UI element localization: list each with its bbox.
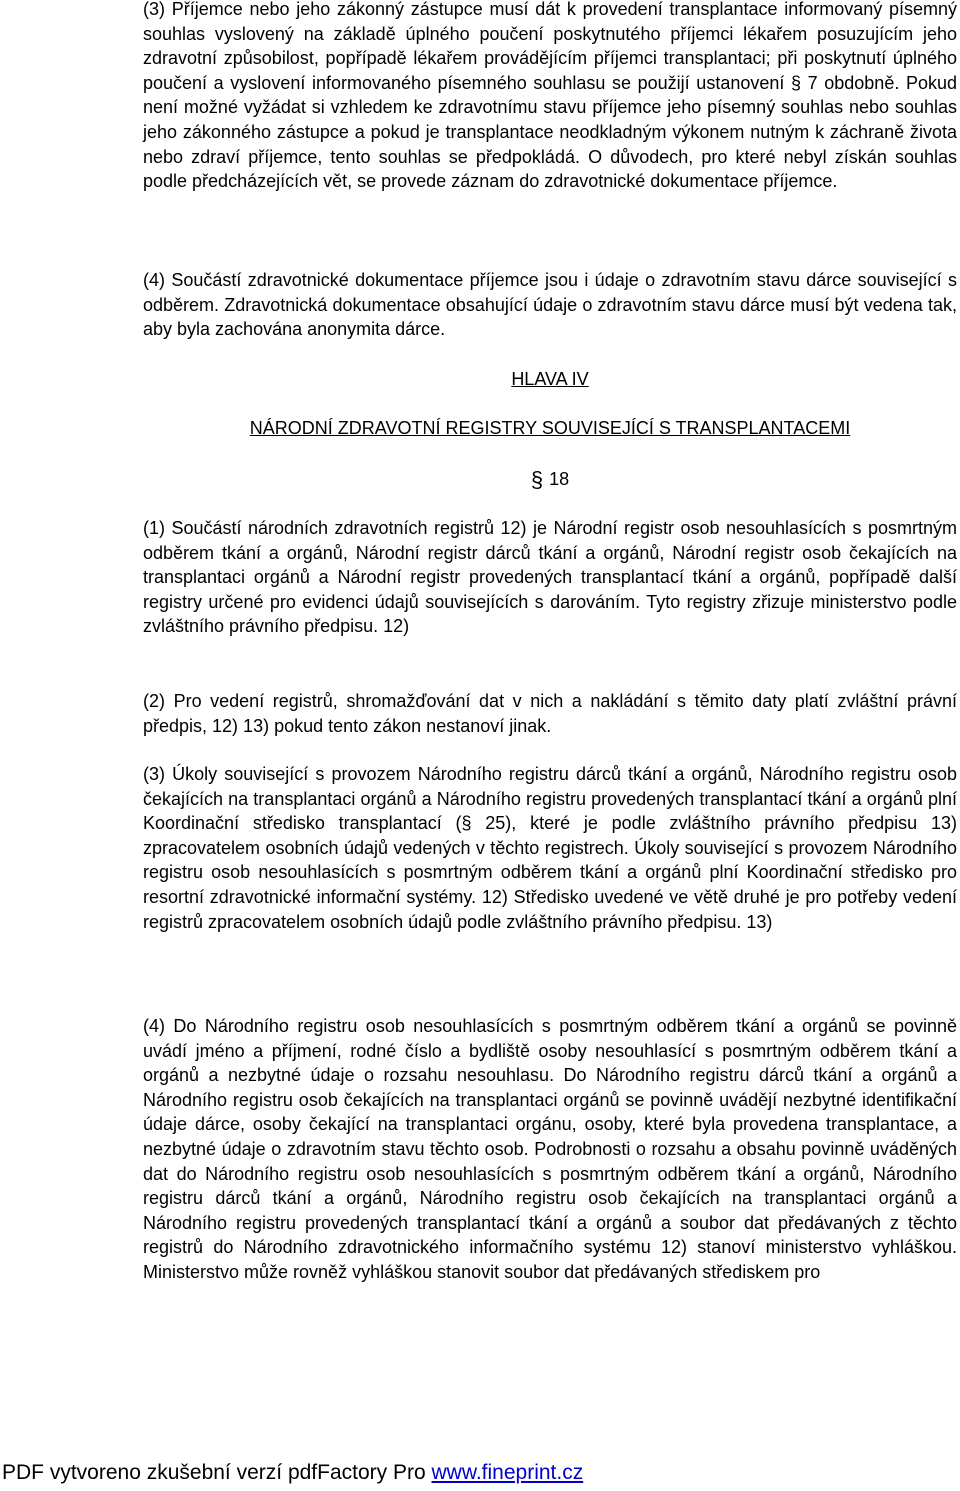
section-18-paragraph-1: (1) Součástí národních zdravotních registrů 12) je Národní registr osob nesouhlasících s posmrtným odběrem tkání a orgánů, Národní registr dárců tkání a orgánů, Národní registr osob čekajících na transplantaci orgánů a Národní registr provedených transplantací tkání a orgánů, popřípadě další registry určené pro evidenci údajů souvisejících s darováním. Tyto registry zřizuje ministerstvo podle zvláštního právního předpisu. 12)	[143, 518, 957, 637]
section-symbol: §	[530, 467, 544, 492]
section-heading	[143, 467, 957, 493]
section-18-paragraph-3: (3) Úkoly související s provozem Národního registru dárců tkání a orgánů, Národního registru osob čekajících na transplantaci orgánů a Národního registru provedených transplantací tkání a orgánů plní Koordinační středisko transplantací (§ 25), které je podle zvláštního právního předpisu 13) zpracovatelem osobních údajů vedených v těchto registrech. Úkoly související s provozem Národního registru osob nesouhlasících s posmrtným odběrem tkání a orgánů plní Koordinační středisko pro resortní zdravotnické informační systémy. 12) Středisko uvedené ve větě druhé je pro potřeby vedení registrů zpracovatelem osobních údajů podle zvláštního právního předpisu. 13)	[143, 764, 957, 932]
section-18-paragraph-2: (2) Pro vedení registrů, shromažďování dat v nich a nakládání s těmito daty platí zvláštní právní předpis, 12) 13) pokud tento zákon nestanoví jinak.	[143, 691, 957, 736]
section-18-paragraph-4: (4) Do Národního registru osob nesouhlasících s posmrtným odběrem tkání a orgánů se povinně uvádí jméno a příjmení, rodné číslo a bydliště osoby nesouhlasící s posmrtným odběrem tkání a orgánů a nezbytné údaje o rozsahu nesouhlasu. Do Národního registru dárců tkání a orgánů a Národního registru osob čekajících na transplantaci orgánů se povinně uvádějí nezbytné identifikační údaje dárce, osoby čekající na transplantaci orgánu, osoby, které byla provedena transplantace, a nezbytné údaje o zdravotním stavu těchto osob. Podrobnosti o rozsahu a obsahu povinně uváděných dat do Národního registru osob nesouhlasících s posmrtným odběrem tkání a orgánů, Národního registru dárců tkání a orgánů, Národního registru osob čekajících na transplantaci orgánů a Národního registru provedených transplantací tkání a orgánů a soubor dat předávaných z těchto registrů do Národního zdravotnického informačního systému 12) stanoví ministerstvo vyhláškou. Ministerstvo může rovněž vyhláškou stanovit soubor dat předávaných střediskem pro	[143, 1016, 957, 1282]
paragraph-3: (3) Příjemce nebo jeho zákonný zástupce musí dát k provedení transplantace informovaný písemný souhlas vyslovený na základě úplného poučení poskytnutého příjemci lékařem posuzujícím jeho zdravotní způsobilost, popřípadě lékařem provádějícím příjemci transplantaci; při poskytnutí úplného poučení a vyslovení informovaného písemného souhlasu se použijí ustanovení § 7 obdobně. Pokud není možné vyžádat si vzhledem ke zdravotnímu stavu příjemce jeho písemný souhlas nebo souhlas jeho zákonného zástupce a pokud je transplantace neodkladným výkonem nutným k záchraně života nebo zdraví příjemce, tento souhlas se předpokládá. O důvodech, pro které nebyl získán souhlas podle předcházejících vět, se provede záznam do zdravotnické dokumentace příjemce.	[143, 0, 957, 192]
footer-link[interactable]: www.fineprint.cz	[431, 1461, 584, 1484]
chapter-title: NÁRODNÍ ZDRAVOTNÍ REGISTRY SOUVISEJÍCÍ S TRANSPLANTACEMI	[249, 418, 851, 438]
footer-text: PDF vytvoreno zkušební verzí pdfFactory Pro	[2, 1461, 432, 1484]
section-number: 18	[549, 469, 570, 489]
chapter-heading: HLAVA IV	[511, 369, 589, 389]
pdf-footer	[2, 1460, 583, 1486]
paragraph-4: (4) Součástí zdravotnické dokumentace příjemce jsou i údaje o zdravotním stavu dárce související s odběrem. Zdravotnická dokumentace obsahující údaje o zdravotním stavu dárce musí být vedena tak, aby byla zachována anonymita dárce.	[143, 270, 957, 340]
